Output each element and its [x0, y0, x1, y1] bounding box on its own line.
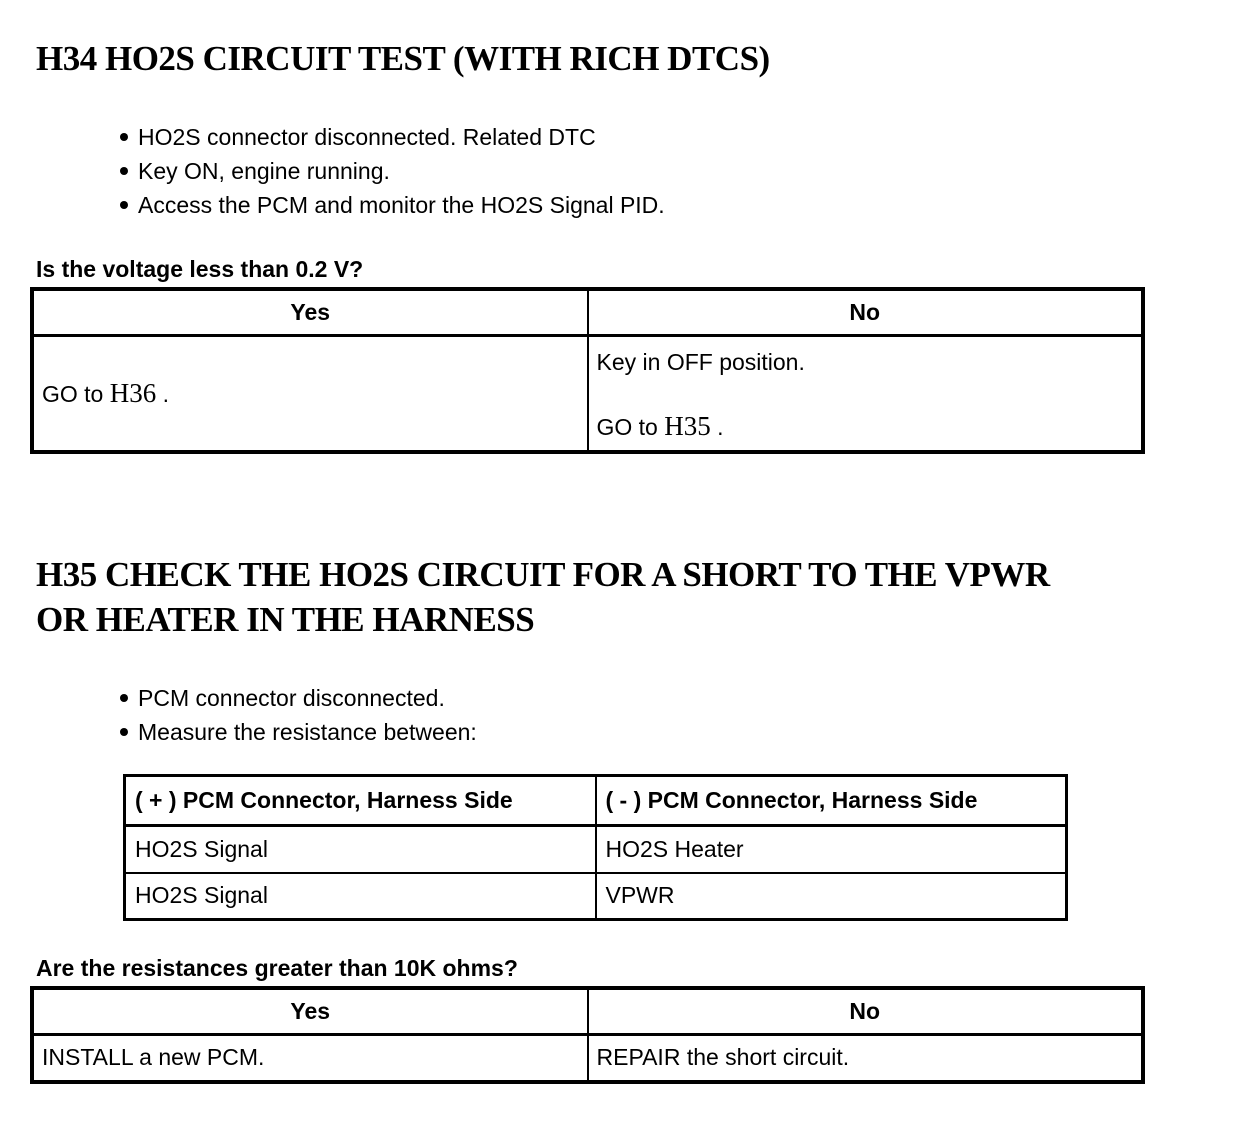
section-h35-title — [36, 552, 1248, 642]
table-row — [125, 873, 1067, 920]
table-header-row — [32, 988, 1143, 1034]
positive-lead-header: ( + ) PCM Connector, Harness Side — [125, 776, 596, 826]
list-item: Measure the resistance between: — [120, 715, 1248, 749]
list-item: HO2S connector disconnected. Related DTC — [120, 120, 1248, 154]
link-h35[interactable]: H35 — [664, 410, 711, 441]
table-row — [32, 335, 1143, 452]
h35-question: Are the resistances greater than 10K ohms? — [36, 955, 518, 981]
title-line: OR HEATER IN THE HARNESS — [36, 600, 535, 639]
measure-cell: HO2S Signal — [125, 873, 596, 920]
goto-instruction — [42, 378, 579, 409]
table-row — [125, 826, 1067, 873]
no-cell — [588, 335, 1144, 452]
yes-header: Yes — [32, 988, 588, 1034]
goto-suffix: . — [156, 380, 170, 407]
section-h35 — [0, 552, 1248, 1084]
h34-result-table — [30, 287, 1145, 454]
negative-lead-header: ( - ) PCM Connector, Harness Side — [596, 776, 1067, 826]
goto-instruction — [597, 411, 1134, 442]
table-row — [32, 1034, 1143, 1082]
measure-cell: HO2S Heater — [596, 826, 1067, 873]
table-header-row — [32, 289, 1143, 335]
yes-cell — [32, 335, 588, 452]
yes-header: Yes — [32, 289, 588, 335]
no-header: No — [588, 289, 1144, 335]
no-action-cell: REPAIR the short circuit. — [588, 1034, 1144, 1082]
section-h34 — [0, 0, 1248, 454]
h35-result-table — [30, 986, 1145, 1084]
no-header: No — [588, 988, 1144, 1034]
table-header-row — [125, 776, 1067, 826]
list-item: PCM connector disconnected. — [120, 681, 1248, 715]
measure-cell: VPWR — [596, 873, 1067, 920]
h35-condition-list — [120, 681, 1248, 749]
measure-cell: HO2S Signal — [125, 826, 596, 873]
link-h36[interactable]: H36 — [109, 377, 157, 408]
goto-prefix: GO to — [596, 413, 665, 440]
section-h34-title: H34 HO2S CIRCUIT TEST (WITH RICH DTCS) — [36, 39, 770, 78]
no-note: Key in OFF position. — [596, 348, 805, 375]
list-item: Access the PCM and monitor the HO2S Signal PID. — [120, 188, 1248, 222]
title-line: H35 CHECK THE HO2S CIRCUIT FOR A SHORT TO THE VPWR — [36, 555, 1050, 594]
h34-question: Is the voltage less than 0.2 V? — [36, 256, 364, 282]
h34-condition-list — [120, 120, 1248, 222]
list-item: Key ON, engine running. — [120, 154, 1248, 188]
yes-action-cell: INSTALL a new PCM. — [32, 1034, 588, 1082]
goto-suffix: . — [710, 413, 724, 440]
resistance-measure-table — [123, 774, 1068, 921]
goto-prefix: GO to — [42, 380, 110, 407]
